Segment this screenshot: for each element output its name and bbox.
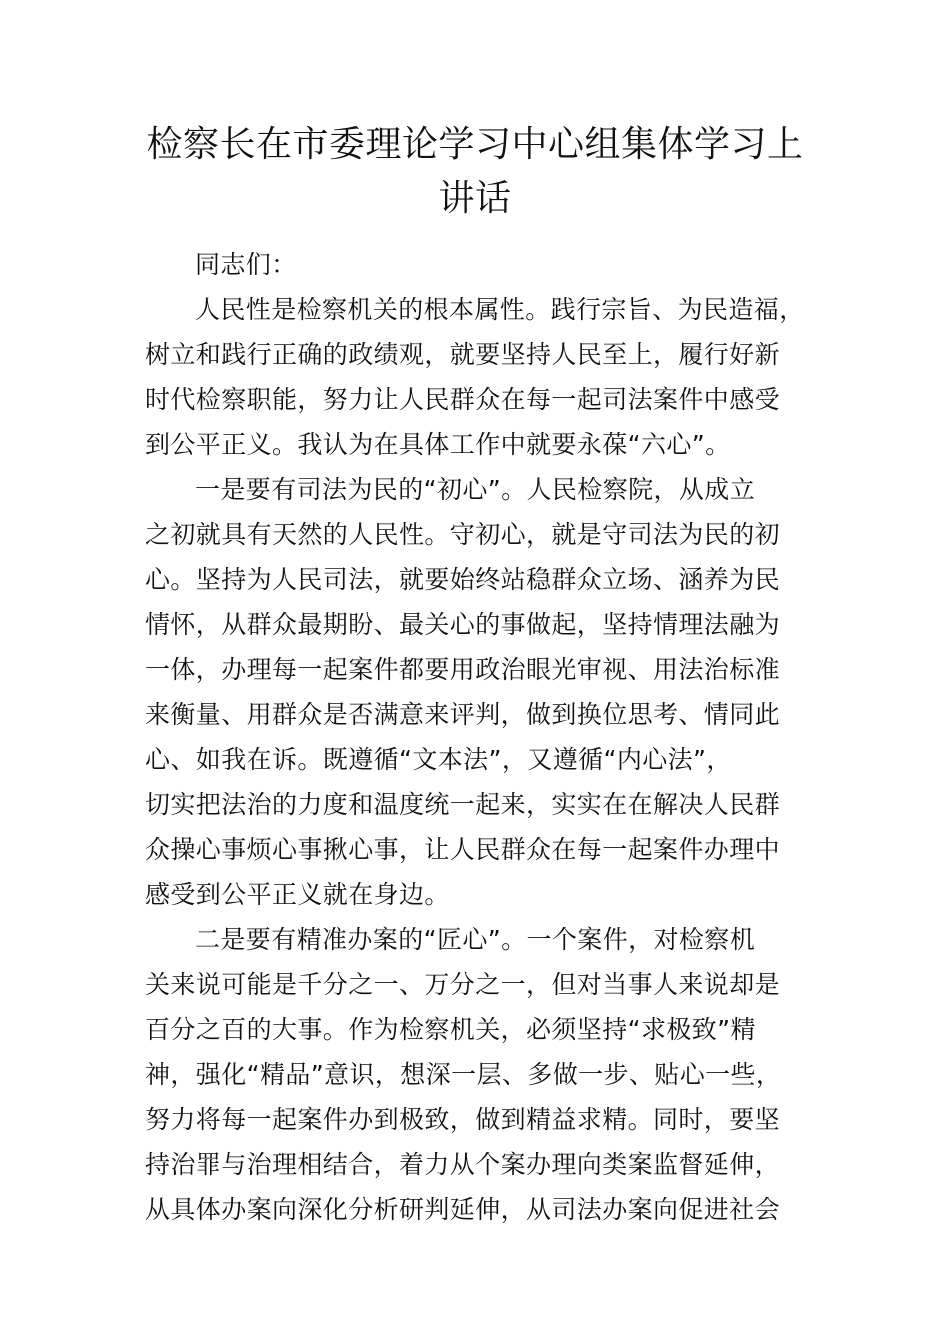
text-line: 感受到公平正义就在身边。 <box>145 880 450 909</box>
title-line: 讲话 <box>438 178 512 219</box>
title-line: 检察长在市委理论学习中心组集体学习上 <box>146 124 804 165</box>
text-line: 持治罪与治理相结合，着力从个案办理向类案监督延伸， <box>145 1150 781 1179</box>
text-line: 心、如我在诉。既遵循“文本法”，又遵循“内心法”， <box>145 745 732 774</box>
text-line: 关来说可能是千分之一、万分之一，但对当事人来说却是 <box>145 970 781 999</box>
text-line: 到公平正义。我认为在具体工作中就要永葆“六心”。 <box>145 430 731 459</box>
document-title <box>140 118 810 226</box>
text-line: 心。坚持为人民司法，就要始终站稳群众立场、涵养为民 <box>145 565 781 594</box>
text-line: 一是要有司法为民的“初心”。人民检察院，从成立 <box>195 475 756 504</box>
salutation: 同志们： <box>195 250 297 279</box>
text-line: 来衡量、用群众是否满意来评判，做到换位思考、情同此 <box>145 700 781 729</box>
text-line: 人民性是检察机关的根本属性。践行宗旨、为民造福， <box>195 295 805 324</box>
text-line: 切实把法治的力度和温度统一起来，实实在在解决人民群 <box>145 790 781 819</box>
text-line: 一体，办理每一起案件都要用政治眼光审视、用法治标准 <box>145 655 781 684</box>
text-line: 二是要有精准办案的“匠心”。一个案件，对检察机 <box>195 925 756 954</box>
document-body <box>145 242 810 1232</box>
text-line: 之初就具有天然的人民性。守初心，就是守司法为民的初 <box>145 520 781 549</box>
text-line: 从具体办案向深化分析研判延伸，从司法办案向促进社会 <box>145 1195 781 1224</box>
text-line: 众操心事烦心事揪心事，让人民群众在每一起案件办理中 <box>145 835 781 864</box>
text-line: 树立和践行正确的政绩观，就要坚持人民至上，履行好新 <box>145 340 781 369</box>
text-line: 时代检察职能，努力让人民群众在每一起司法案件中感受 <box>145 385 781 414</box>
text-line: 神，强化“精品”意识，想深一层、多做一步、贴心一些， <box>145 1060 782 1089</box>
text-line: 情怀，从群众最期盼、最关心的事做起，坚持情理法融为 <box>145 610 781 639</box>
text-line: 努力将每一起案件办到极致，做到精益求精。同时，要坚 <box>145 1105 781 1134</box>
text-line: 百分之百的大事。作为检察机关，必须坚持“求极致”精 <box>145 1015 756 1044</box>
